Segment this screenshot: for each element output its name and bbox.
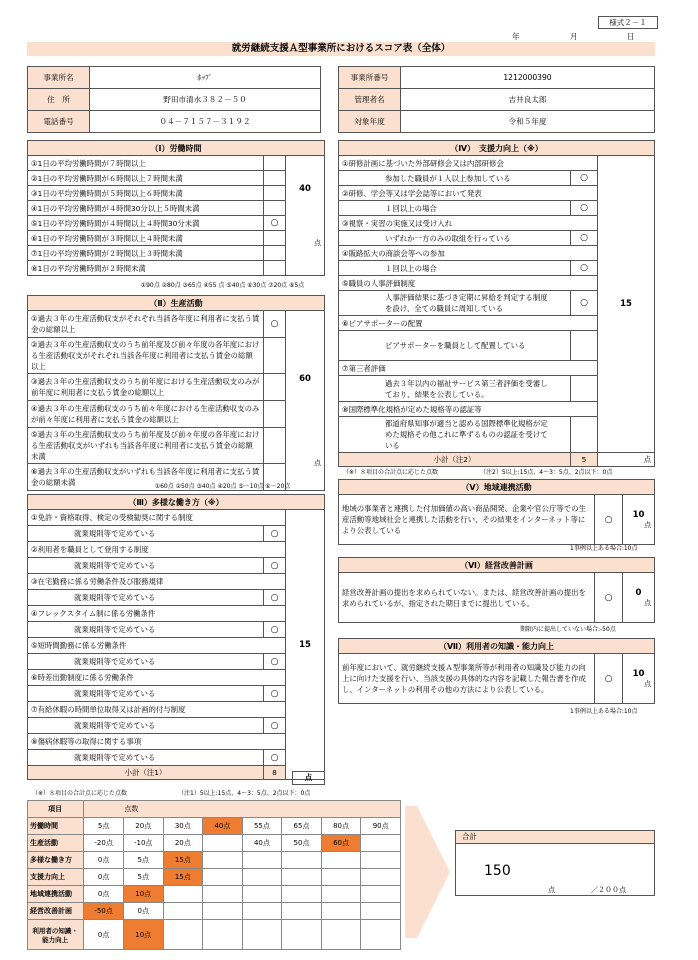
legend-row-label: 支援力向上 <box>28 869 84 886</box>
check-mark: ○ <box>571 231 598 246</box>
name-label: 事業所名 <box>28 67 90 89</box>
facility-meta-table <box>338 66 655 133</box>
section-support-capacity <box>338 140 655 467</box>
score-value: 10 <box>632 668 645 679</box>
criterion-detail: 参加した職員が１人以上参加している <box>339 171 571 186</box>
legend-empty <box>282 869 322 886</box>
legend-value: 0点 <box>123 903 163 920</box>
section-note: （※）８項目の合計点に応じた点数 <box>32 790 128 797</box>
point-unit: 点 <box>644 679 651 688</box>
legend-value: 0点 <box>84 886 124 903</box>
total-label: 合計 <box>456 831 654 844</box>
subtotal-label: 小計（注1） <box>28 766 264 780</box>
legend-row <box>28 835 401 852</box>
score-value: 0 <box>635 587 642 598</box>
section-working-hours <box>27 140 325 276</box>
total-box <box>455 830 655 896</box>
legend-value: 30点 <box>163 818 203 835</box>
check-mark: ○ <box>264 718 286 734</box>
criterion-detail: １回以上の場合 <box>339 201 571 216</box>
section-skills-improvement <box>338 638 655 704</box>
section-title: （Ⅶ）利用者の知識・能力向上 <box>339 639 655 654</box>
legend-row <box>28 869 401 886</box>
criterion-detail: いずれか一方のみの取組を行っている <box>339 231 571 246</box>
legend-value: 5点 <box>84 818 124 835</box>
legend-empty <box>361 852 401 869</box>
manager-value: 吉井良太郎 <box>401 89 655 111</box>
criterion-item: ③過去３年の生産活動収支のうち前年度における生産活動収支のみが前年度に利用者に支払う賃金の総額以上 <box>28 374 264 401</box>
criterion-item: ③1日の平均労働時間が５時間以上６時間未満 <box>28 186 264 201</box>
point-unit: 点 <box>314 458 321 467</box>
criterion-item: ⑥1日の平均労働時間が３時間以上４時間未満 <box>28 231 264 246</box>
check-mark: ○ <box>264 216 286 231</box>
criterion-text: 経営改善計画の提出を求められていない。または、経営改善計画の提出を求められているが、指定された期日までに提出している。 <box>339 573 595 623</box>
legend-header-item: 項目 <box>28 801 84 818</box>
legend-value: 55点 <box>242 818 282 835</box>
legend-empty <box>163 886 203 903</box>
point-unit: 点 <box>314 238 321 247</box>
check-mark: ○ <box>595 573 623 623</box>
legend-row-label: 利用者の知識・能力向上 <box>28 920 84 950</box>
section-title: （Ⅳ） 支援力向上（※） <box>339 141 655 156</box>
total-value: 150 <box>484 863 511 879</box>
legend-row <box>28 818 401 835</box>
criterion-item: ⑤短時間勤務に係る労働条件 <box>28 638 286 654</box>
year-label-cell: 対象年度 <box>339 111 401 133</box>
facility-info-table <box>27 66 321 133</box>
legend-header-points: 点数 <box>84 801 401 818</box>
legend-value: 10点 <box>123 920 163 950</box>
legend-value: -10点 <box>123 835 163 852</box>
legend-row <box>28 903 401 920</box>
legend-empty <box>361 886 401 903</box>
criterion-detail: 就業規則等で定めている <box>28 750 264 766</box>
section-note: ①60点 ②50点 ③40点 ④20点 ⑤－10点 ⑥－20点 <box>154 483 291 490</box>
criterion-item: ⑦第三者評価 <box>339 361 598 376</box>
criterion-item: ③在宅勤務に係る労働条件及び服務規律 <box>28 574 286 590</box>
criterion-item: ⑧傷病休暇等の取得に関する事項 <box>28 734 286 750</box>
criterion-detail: 就業規則等で定めている <box>28 622 264 638</box>
name-value: ﾎｯﾌﾟ <box>90 67 321 89</box>
criterion-detail: 就業規則等で定めている <box>28 718 264 734</box>
criterion-item: ⑧1日の平均労働時間が２時間未満 <box>28 261 264 276</box>
section-note: 1事例以上ある場合:10点 <box>570 545 638 552</box>
subtotal-value: 5 <box>571 453 598 467</box>
criterion-item: ②1日の平均労働時間が６時間以上７時間未満 <box>28 171 264 186</box>
section-diverse-work <box>27 494 325 780</box>
legend-empty <box>321 920 361 950</box>
legend-value: 20点 <box>163 835 203 852</box>
legend-empty <box>203 920 243 950</box>
score-value: 15 <box>598 156 655 453</box>
address-label: 住 所 <box>28 89 90 111</box>
section-title: （Ⅲ）多様な働き方（※） <box>28 495 325 510</box>
criterion-detail: 就業規則等で定めている <box>28 590 264 606</box>
section-note: （※）８項目の合計点に応じた点数 <box>343 469 439 476</box>
check-mark: ○ <box>264 526 286 542</box>
legend-value: 40点 <box>242 835 282 852</box>
legend-empty <box>242 852 282 869</box>
page-title: 就労継続支援Ａ型事業所におけるスコア表（全体） <box>27 42 655 56</box>
legend-empty <box>163 903 203 920</box>
criterion-item: ①研修計画に基づいた外部研修会又は内部研修会 <box>339 156 598 171</box>
criterion-item: ⑥ピアサポーターの配置 <box>339 316 598 331</box>
criterion-detail: 就業規則等で定めている <box>28 526 264 542</box>
score-cell <box>623 495 655 545</box>
check-mark: ○ <box>595 654 623 704</box>
subtotal-label: 小計（注2） <box>339 453 571 467</box>
year-label: 年 <box>512 32 520 41</box>
legend-empty <box>242 903 282 920</box>
criterion-item: ⑦有給休暇の時間単位取得又は計画的付与制度 <box>28 702 286 718</box>
legend-empty <box>242 920 282 950</box>
legend-row <box>28 886 401 903</box>
legend-value: 65点 <box>282 818 322 835</box>
legend-empty <box>321 869 361 886</box>
section-note: 1事例以上ある場合:10点 <box>570 708 638 715</box>
point-unit: 点 <box>644 598 651 607</box>
legend-empty <box>282 903 322 920</box>
legend-empty <box>361 920 401 950</box>
legend-empty <box>282 886 322 903</box>
criterion-item: ④1日の平均労働時間が４時間30分以上５時間未満 <box>28 201 264 216</box>
legend-empty <box>203 835 243 852</box>
legend-empty <box>321 903 361 920</box>
criterion-item: ①過去３年の生産活動収支がそれぞれ当該各年度に利用者に支払う賃金の総額以上 <box>28 311 264 338</box>
score-value: 15 <box>286 510 325 780</box>
score-cell <box>623 654 655 704</box>
score-value: 10 <box>632 509 645 520</box>
score-cell <box>286 311 325 491</box>
legend-value: 15点 <box>163 852 203 869</box>
subtotal-value: 8 <box>264 766 286 780</box>
criterion-item: ④過去３年の生産活動収支のうち前々年度における生産活動収支のみが前々年度に利用者に支払う賃金の総額以上 <box>28 401 264 428</box>
facility-no-label: 事業所番号 <box>339 67 401 89</box>
check-mark: ○ <box>264 686 286 702</box>
criterion-item: ⑦1日の平均労働時間が２時間以上３時間未満 <box>28 246 264 261</box>
criterion-item: ⑥時差出勤制度に係る労働条件 <box>28 670 286 686</box>
criterion-detail: 就業規則等で定めている <box>28 558 264 574</box>
legend-empty <box>203 852 243 869</box>
section-note: 期限内に提出していない場合:-50点 <box>520 626 616 633</box>
legend-empty <box>203 903 243 920</box>
legend-row-label: 経営改善計画 <box>28 903 84 920</box>
section-title: （Ⅴ）地域連携活動 <box>339 480 655 495</box>
total-max: ／２００点 <box>591 886 626 894</box>
criterion-item: ③視察・実習の実施又は受け入れ <box>339 216 598 231</box>
legend-value: 50点 <box>282 835 322 852</box>
score-value: 40 <box>299 183 311 194</box>
section-title: （Ⅰ）労働時間 <box>28 141 325 156</box>
check-mark: ○ <box>571 261 598 276</box>
criterion-item: ②研修、学会等又は学会誌等において発表 <box>339 186 598 201</box>
criterion-text: 地域の事業者と連携した付加価値の高い商品開発、企業や官公庁等での生産活動等地域社会と連携した活動を行い、その結果をインターネット等により公表している <box>339 495 595 545</box>
section-title: （Ⅱ）生産活動 <box>28 296 325 311</box>
legend-empty <box>242 886 282 903</box>
legend-empty <box>361 835 401 852</box>
criterion-detail: 人事評価結果に基づき定期に昇給を判定する制度を設け、全ての職員に周知している <box>339 291 571 316</box>
point-unit: 点 <box>644 520 651 529</box>
criterion-detail: 就業規則等で定めている <box>28 654 264 670</box>
section-note: （注2）5以上:15点、4～3：5点、2点以下：0点 <box>480 469 613 476</box>
criterion-item: ①1日の平均労働時間が７時間以上 <box>28 156 264 171</box>
point-unit: 点 <box>292 771 325 785</box>
legend-value: 10点 <box>123 886 163 903</box>
legend-value: 90点 <box>361 818 401 835</box>
legend-empty <box>321 852 361 869</box>
criterion-detail: １回以上の場合 <box>339 261 571 276</box>
legend-value: 0点 <box>84 920 124 950</box>
check-mark: ○ <box>571 201 598 216</box>
check-mark: ○ <box>264 654 286 670</box>
legend-row-label: 生産活動 <box>28 835 84 852</box>
criterion-detail: 都道府県知事が適当と認める国際標準化規格が定めた規格その他これに準ずるものの認証を受けている <box>339 417 571 453</box>
check-mark: ○ <box>571 291 598 316</box>
phone-value: ０４－７１５７－３１９２ <box>90 111 321 133</box>
legend-row <box>28 920 401 950</box>
criterion-item: ⑤過去３年の生産活動収支のうち前年度及び前々年度の各年度における生産活動収支がいずれも当該各年度に利用者に支払う賃金の総額未満 <box>28 428 264 464</box>
facility-no-value: 1212000390 <box>401 67 655 89</box>
legend-row-label: 多様な働き方 <box>28 852 84 869</box>
check-mark: ○ <box>264 622 286 638</box>
legend-value: 0点 <box>84 869 124 886</box>
address-value: 野田市清水３８２－５０ <box>90 89 321 111</box>
legend-value: 80点 <box>321 818 361 835</box>
criterion-item: ④フレックスタイム制に係る労働条件 <box>28 606 286 622</box>
legend-empty <box>163 920 203 950</box>
check-mark: ○ <box>264 590 286 606</box>
legend-row-label: 地域連携活動 <box>28 886 84 903</box>
legend-row <box>28 852 401 869</box>
criterion-detail: 就業規則等で定めている <box>28 686 264 702</box>
section-production <box>27 295 325 491</box>
legend-empty <box>361 869 401 886</box>
check-mark: ○ <box>571 171 598 186</box>
legend-value: 15点 <box>163 869 203 886</box>
legend-value: 5点 <box>123 852 163 869</box>
criterion-item: ②利用者を職員として登用する制度 <box>28 542 286 558</box>
legend-value: 20点 <box>123 818 163 835</box>
legend-empty <box>321 886 361 903</box>
legend-value: 0点 <box>84 852 124 869</box>
criterion-item: ⑤1日の平均労働時間が４時間以上４時間30分未満 <box>28 216 264 231</box>
legend-row-label: 労働時間 <box>28 818 84 835</box>
legend-value: -50点 <box>84 903 124 920</box>
section-note: ①90点 ②80点 ③65点 ④55 点 ⑤40点 ⑥30点 ⑦20点 ⑧5点 <box>140 282 305 289</box>
score-legend-table <box>27 800 401 950</box>
form-number: 様式２－１ <box>598 16 658 29</box>
score-cell <box>286 156 325 276</box>
criterion-item: ⑤職員の人事評価制度 <box>339 276 598 291</box>
arrow-icon <box>405 806 450 938</box>
legend-empty <box>203 869 243 886</box>
score-value: 60 <box>299 373 311 384</box>
month-label: 月 <box>570 32 578 41</box>
legend-value: 5点 <box>123 869 163 886</box>
check-mark: ○ <box>264 558 286 574</box>
criterion-detail: ピアサポーターを職員として配置している <box>339 331 571 361</box>
legend-value: 40点 <box>203 818 243 835</box>
criterion-detail: 過去３年以内の福祉サービス第三者評価を受審しており、結果を公表している。 <box>339 376 571 402</box>
legend-empty <box>282 852 322 869</box>
legend-empty <box>361 903 401 920</box>
check-mark: ○ <box>264 311 286 338</box>
phone-label: 電話番号 <box>28 111 90 133</box>
year-value: 令和５年度 <box>401 111 655 133</box>
legend-value: -20点 <box>84 835 124 852</box>
legend-empty <box>282 920 322 950</box>
check-mark: ○ <box>264 750 286 766</box>
section-community <box>338 479 655 545</box>
day-label: 日 <box>627 32 635 41</box>
section-management-plan <box>338 557 655 623</box>
score-cell <box>623 573 655 623</box>
criterion-text: 前年度において、就労継続支援Ａ型事業所等が利用者の知識及び能力の向上に向けた支援を行い、当該支援の具体的な内容を記載した報告書を作成し、インターネットの利用その他の方法により公表している。 <box>339 654 595 704</box>
check-mark: ○ <box>595 495 623 545</box>
manager-label: 管理者名 <box>339 89 401 111</box>
total-unit: 点 <box>548 886 555 894</box>
criterion-item: ④販路拡大の商談会等への参加 <box>339 246 598 261</box>
legend-empty <box>242 869 282 886</box>
section-note: （注1）5以上:15点、4～3：5点、2点以下：0点 <box>178 790 311 797</box>
criterion-item: ⑧国際標準化規格が定めた規格等の認証等 <box>339 402 598 417</box>
section-title: （Ⅵ）経営改善計画 <box>339 558 655 573</box>
legend-value: 60点 <box>321 835 361 852</box>
legend-empty <box>203 886 243 903</box>
point-unit: 点 <box>598 453 655 467</box>
criterion-item: ②過去３年の生産活動収支のうち前年度及び前々年度の各年度における生産活動収支がそれぞれ当該各年度に利用者に支払う賃金の総額以上 <box>28 338 264 374</box>
criterion-item: ⑥過去３年の生産活動収支がいずれも当該各年度に利用者に支払う賃金の総額未満 <box>28 464 264 491</box>
criterion-item: ①免許・資格取得、検定の受検勧奨に関する制度 <box>28 510 286 526</box>
